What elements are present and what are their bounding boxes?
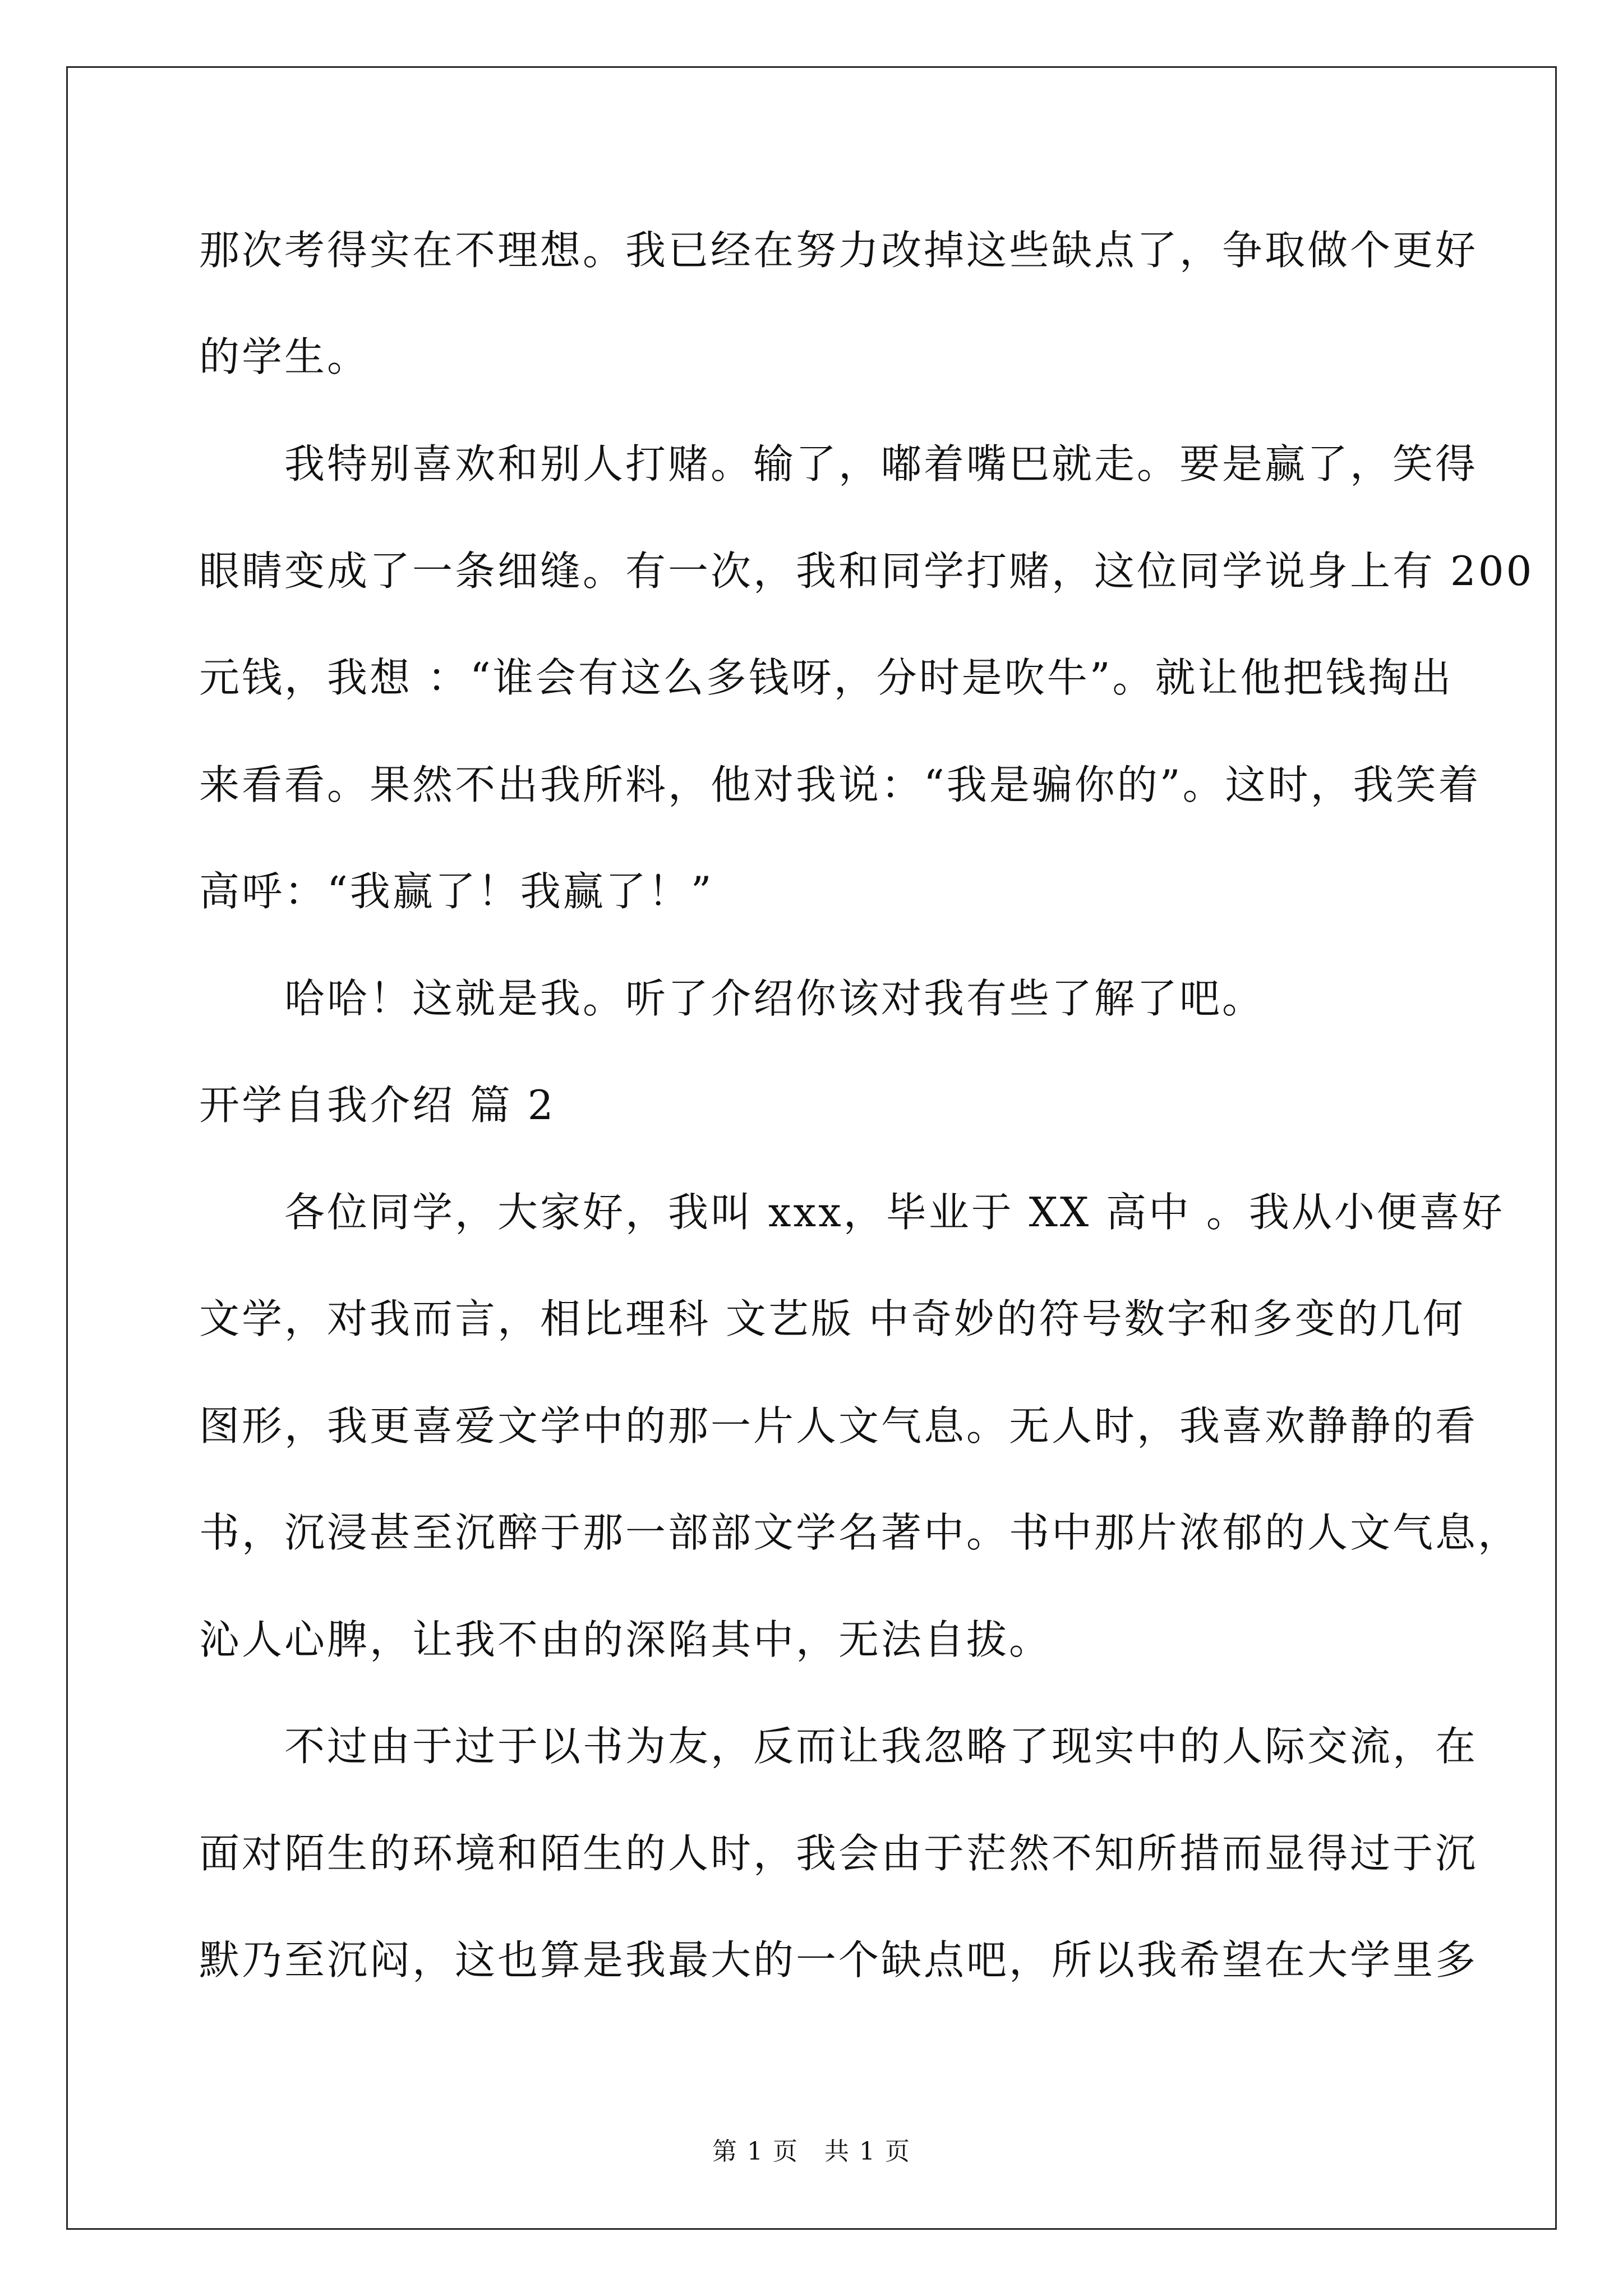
line-15: 不过由于过于以书为友，反而让我忽略了现实中的人际交流，在 — [199, 1723, 1478, 1770]
page-border — [66, 66, 1557, 2230]
line-14: 沁人心脾，让我不由的深陷其中，无法自拔。 — [199, 1616, 1052, 1663]
line-7: 高呼：“我赢了！我赢了！” — [199, 868, 714, 915]
line-12: 图形，我更喜爱文学中的那一片人文气息。无人时，我喜欢静静的看 — [199, 1402, 1478, 1450]
line-3: 我特别喜欢和别人打赌。输了，嘟着嘴巴就走。要是赢了，笑得 — [199, 440, 1478, 487]
line-2: 的学生。 — [199, 333, 370, 380]
line-1: 那次考得实在不理想。我已经在努力改掉这些缺点了，争取做个更好 — [199, 227, 1478, 274]
line-4: 眼睛变成了一条细缝。有一次，我和同学打赌，这位同学说身上有 200 — [199, 547, 1534, 595]
line-5: 元钱，我想 ：“谁会有这么多钱呀，分时是吹牛”。就让他把钱掏出 — [199, 654, 1454, 701]
line-16: 面对陌生的环境和陌生的人时，我会由于茫然不知所措而显得过于沉 — [199, 1830, 1478, 1877]
line-17: 默乃至沉闷，这也算是我最大的一个缺点吧，所以我希望在大学里多 — [199, 1936, 1478, 1984]
line-13: 书，沉浸甚至沉醉于那一部部文学名著中。书中那片浓郁的人文气息， — [199, 1509, 1521, 1556]
line-10: 各位同学，大家好，我叫 xxx，毕业于 XX 高中 。我从小便喜好 — [199, 1189, 1505, 1236]
line-11: 文学，对我而言，相比理科 文艺版 中奇妙的符号数字和多变的几何 — [199, 1295, 1465, 1342]
section-heading: 开学自我介绍 篇 2 — [199, 1082, 556, 1129]
line-6: 来看看。果然不出我所料，他对我说：“我是骗你的”。这时，我笑着 — [199, 761, 1481, 808]
page-number-footer: 第 1 页 共 1 页 — [712, 2137, 911, 2166]
line-8: 哈哈！这就是我。听了介绍你该对我有些了解了吧。 — [199, 975, 1265, 1022]
